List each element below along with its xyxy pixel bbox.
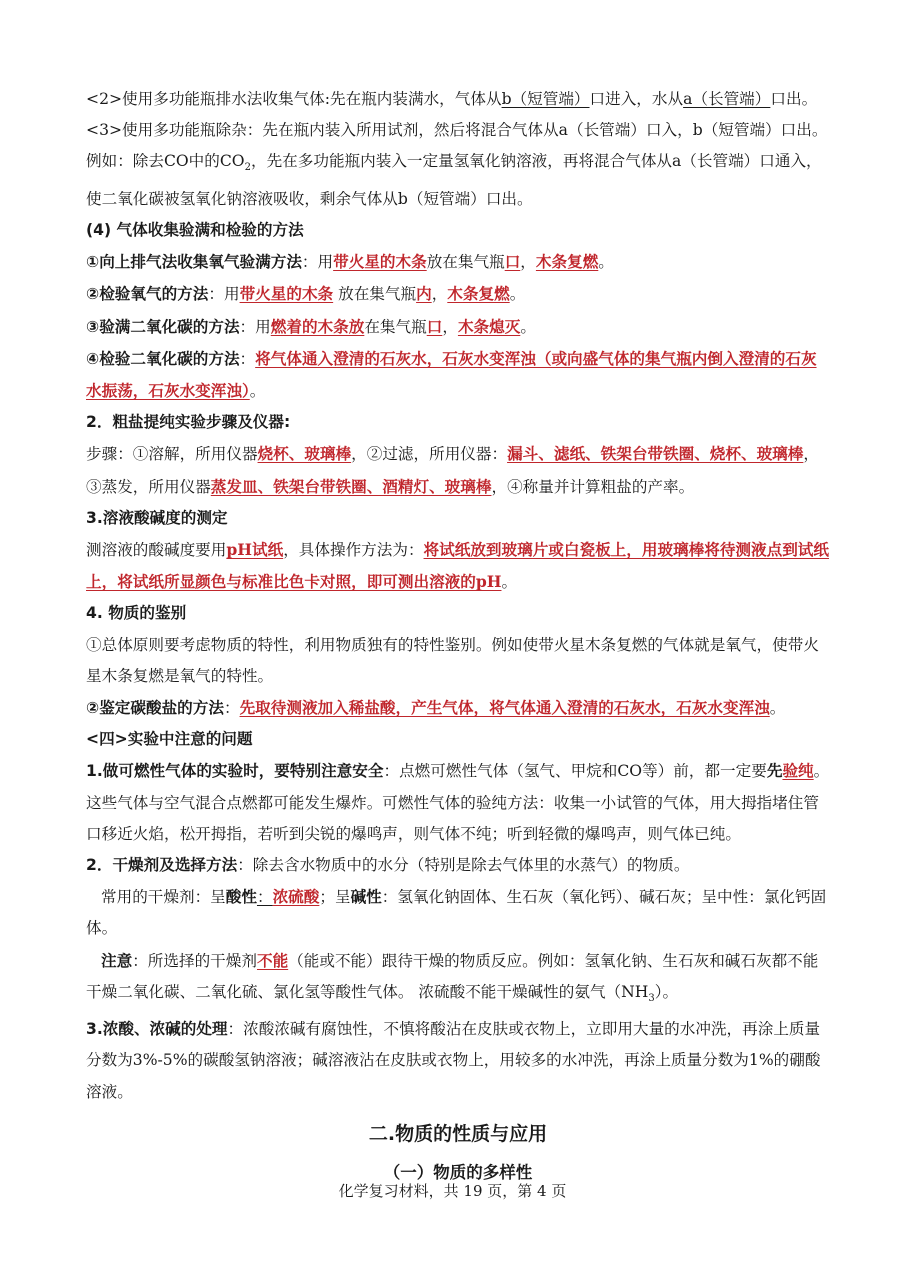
text: 。 [769, 698, 786, 717]
answer-text: 验纯 [782, 761, 814, 781]
line-3 [86, 146, 830, 215]
line-2: <3>使用多功能瓶除杂：先在瓶内装入所用试剂，然后将混合气体从a（长管端）口入，b（短管端）口出。 [86, 121, 828, 140]
subscript: 2 [244, 162, 251, 174]
note-label: 2．干燥剂及选择方法 [86, 855, 238, 874]
text: （能或不能）跟待干燥的物质反应。例如：氢氧化钠、生石灰和碱石灰都不能干燥二氧化碳、二氧化硫、氯化氢等酸性气体。 浓硫酸不能干燥碱性的氨气（NH [86, 951, 819, 1001]
section-heading-3: 3.溶液酸碱度的测定 [86, 508, 228, 527]
text: ，具体操作方法为： [283, 540, 424, 559]
desiccants [86, 881, 830, 944]
text: ：用 [239, 317, 271, 336]
text: ， [431, 285, 448, 304]
subscript: 3 [648, 992, 655, 1004]
underlined-text: b（短管端） [501, 90, 590, 108]
text: ：氢氧化钠固体、生石灰（氧化钙）、碱石灰；呈中性：氯化钙固体。 [86, 888, 827, 938]
identify-principle: ①总体原则要考虑物质的特性，利用物质独有的特性鉴别。例如使带火星木条复燃的气体就是氧气，使带火星木条复燃是氧气的特性。 [86, 635, 819, 685]
ph-method [86, 534, 830, 598]
text: 。 [520, 317, 536, 336]
answer-text: pH试纸 [226, 539, 284, 559]
text: ）。 [654, 982, 679, 1001]
text: <2>使用多功能瓶排水法收集气体:先在瓶内装满水，气体从 [86, 90, 502, 108]
answer-text: 烧杯、玻璃棒 [257, 444, 352, 464]
answer-text: 带火星的木条 [333, 252, 427, 272]
answer-text: 木条复燃 [535, 252, 599, 272]
text: 。这些气体与空气混合点燃都可能发生爆炸。可燃性气体的验纯方法：收集一小试管的气体，用大拇指堵住管口移近火焰，松开拇指，若听到尖锐的爆鸣声，则气体不纯；听到轻微的爆鸣声，则气体已纯。 [86, 762, 830, 843]
page-content [86, 84, 830, 1192]
bold-text: 先 [766, 762, 783, 781]
method-label: ②检验氧气的方法 [86, 285, 209, 304]
text: 测溶液的酸碱度要用 [86, 540, 227, 559]
text: ，④称量并计算粗盐的产率。 [491, 477, 695, 496]
method-label: ②鉴定碳酸盐的方法 [86, 698, 224, 717]
bold-text: 注意 [101, 951, 133, 970]
text: 常用的干燥剂：呈 [101, 888, 226, 907]
method-3 [86, 311, 830, 343]
answer-text: 带火星的木条 [239, 284, 334, 304]
answer-text: 内 [416, 284, 432, 304]
text: ： [239, 349, 256, 368]
identify-carbonate [86, 692, 830, 724]
underlined-text: a（长管端） [683, 90, 771, 108]
answer-text: 口 [504, 252, 521, 272]
answer-text: 将试纸放到玻璃片或白瓷板上，用玻璃棒将待测液点到试纸上，将试纸所显颜色与标准比色卡对照，即可测出溶液的pH [86, 539, 829, 592]
text: ， [442, 317, 458, 336]
note-label: 1.做可燃性气体的实验时，要特别注意安全 [86, 762, 384, 781]
chapter-subtitle: （一）物质的多样性 [383, 1162, 533, 1182]
answer-text: 浓硫酸 [272, 887, 320, 907]
text: ：除去含水物质中的水分（特别是除去气体里的水蒸气）的物质。 [237, 855, 690, 874]
section-heading-2: 2．粗盐提纯实验步骤及仪器: [86, 413, 291, 432]
answer-text: 将气体通入澄清的石灰水，石灰水变浑浊（或向盛气体的集气瓶内倒入澄清的石灰水振荡，石灰水变浑浊） [86, 348, 817, 400]
note-3 [86, 1014, 830, 1108]
text: 在集气瓶 [364, 317, 427, 336]
section-heading-4b: 4. 物质的鉴别 [86, 604, 187, 623]
method-label: ③验满二氧化碳的方法 [86, 317, 240, 336]
text: ；呈 [319, 888, 351, 907]
answer-text: 漏斗、滤纸、铁架台带铁圈、烧杯、玻璃棒 [507, 444, 804, 464]
text: ，②过滤，所用仪器： [351, 445, 508, 464]
text: ，先在多功能瓶内装入一定量氢氧化钠溶液，再将混合气体从a（长管端）口通入， [250, 152, 822, 171]
text: 。 [509, 285, 526, 304]
text: ： [223, 698, 240, 717]
text: 例如：除去CO中的CO [86, 152, 245, 171]
answer-text: 木条复燃 [447, 284, 510, 304]
bold-text: 碱性 [350, 888, 382, 907]
method-1 [86, 246, 830, 278]
text: 口进入，水从 [589, 90, 684, 108]
text: 步骤：①溶解，所用仪器 [86, 445, 258, 464]
text: 使二氧化碳被氢氧化钠溶液吸收，剩余气体从b（短管端）口出。 [86, 189, 533, 208]
note-label: 3.浓酸、浓碱的处理 [86, 1020, 228, 1039]
note-2 [86, 850, 830, 881]
text: ：点燃可燃性气体（氢气、甲烷和CO等）前，都一定要 [383, 762, 767, 781]
answer-text: 木条熄灭 [457, 316, 521, 336]
text: 口出。 [770, 90, 818, 108]
text: 。 [598, 253, 614, 272]
method-4 [86, 343, 830, 407]
text: 。 [501, 573, 518, 592]
bold-text: 酸性 [225, 888, 257, 907]
answer-text: 先取待测液加入稀盐酸，产生气体，将气体通入澄清的石灰水，石灰水变浑浊 [239, 697, 770, 717]
answer-text: 不能 [256, 950, 289, 970]
answer-text: 燃着的木条放 [270, 316, 365, 336]
chapter-title: 二.物质的性质与应用 [368, 1122, 548, 1145]
section-heading-notes: <四>实验中注意的问题 [86, 730, 253, 749]
text: ，③蒸发，所用仪器 [86, 445, 819, 496]
text: ： [256, 888, 273, 907]
text: 放在集气瓶 [426, 253, 505, 272]
salt-steps [86, 438, 830, 502]
answer-text: 口 [426, 316, 443, 336]
answer-text: 蒸发皿、铁架台带铁圈、酒精灯、玻璃棒 [210, 476, 492, 496]
method-2 [86, 278, 830, 310]
text: ， [520, 253, 536, 272]
text: ：所选择的干燥剂 [132, 951, 257, 970]
section-heading-4: (4) 气体收集验满和检验的方法 [86, 220, 304, 239]
page-footer: 化学复习材料，共 19 页，第 4 页 [338, 1182, 567, 1200]
text: 放在集气瓶 [333, 285, 417, 304]
text: 。 [249, 381, 266, 400]
note-1 [86, 755, 830, 850]
text: ：用 [208, 285, 240, 304]
text: ：浓酸浓碱有腐蚀性，不慎将酸沾在皮肤或衣物上，立即用大量的水冲洗，再涂上质量分数为3%-5%的碳酸氢钠溶液；碱溶液沾在皮肤或衣物上，用较多的水冲洗，再涂上质量分数为1%的硼酸溶液。 [86, 1020, 821, 1101]
text: ：用 [301, 253, 334, 272]
method-label: ④检验二氧化碳的方法 [86, 349, 240, 368]
line-1 [86, 84, 830, 115]
desiccant-note [86, 945, 830, 1015]
method-label: ①向上排气法收集氧气验满方法 [86, 253, 302, 272]
